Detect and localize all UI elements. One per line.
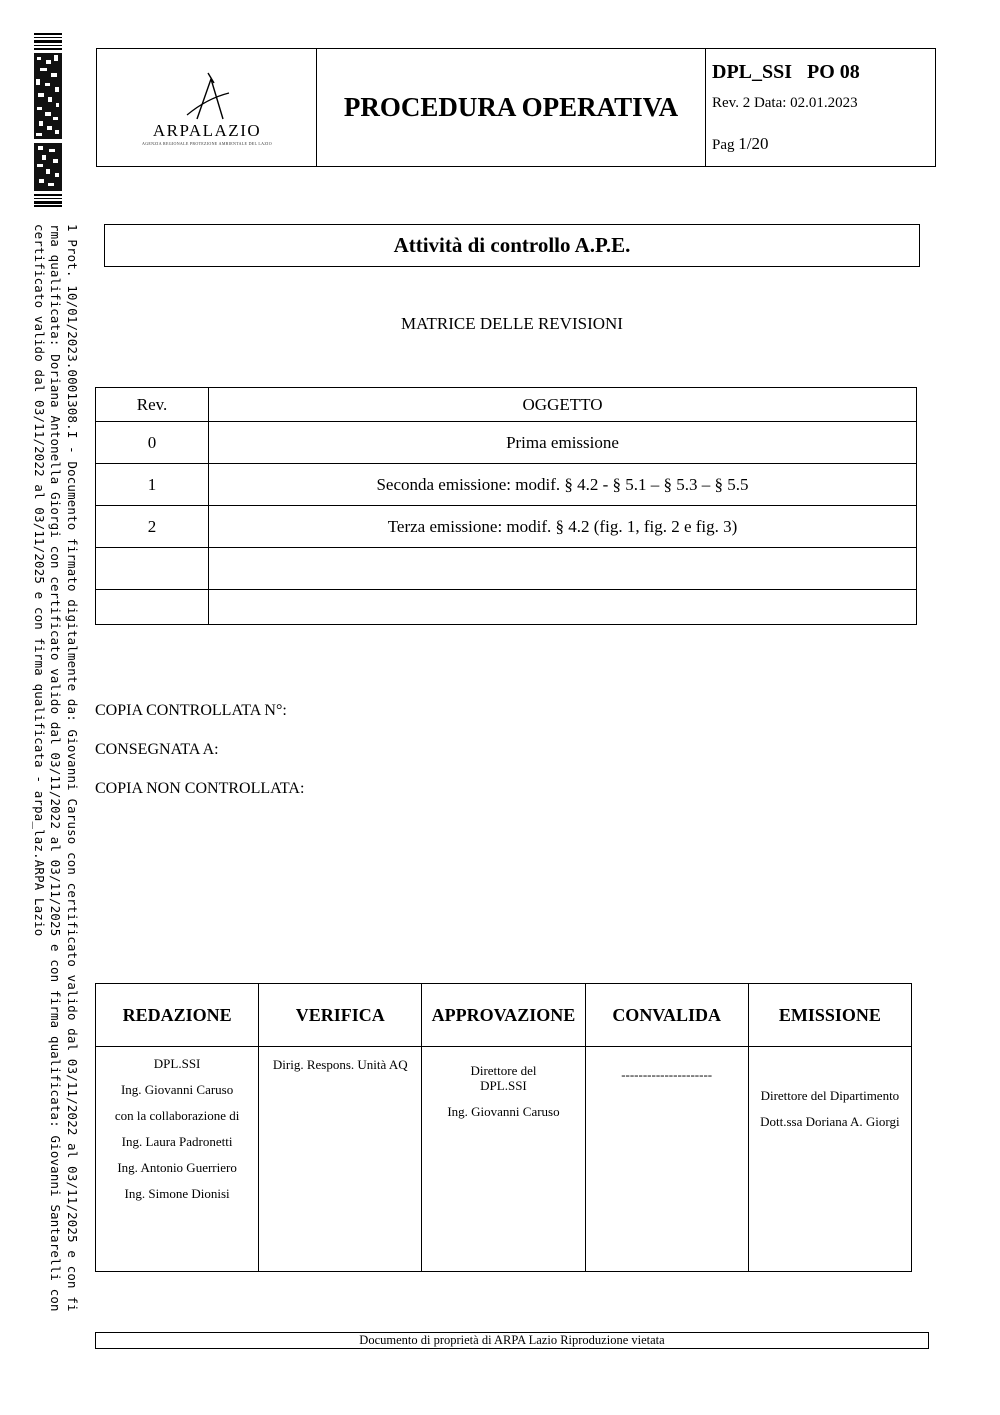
emissione-cell	[748, 1047, 911, 1272]
rev-number	[96, 548, 209, 590]
rev-subject: Prima emissione	[209, 422, 917, 464]
subject-box	[104, 224, 920, 267]
procedure-title-cell	[317, 49, 706, 166]
rev-subject	[209, 548, 917, 590]
rev-subject: Seconda emissione: modif. § 4.2 - § 5.1 – § 5.3 – § 5.5	[209, 464, 917, 506]
page-indicator	[712, 134, 768, 154]
redazione-line: Ing. Simone Dionisi	[124, 1186, 230, 1201]
redazione-line: DPL.SSI	[153, 1056, 201, 1071]
redazione-line: con la collaborazione di	[114, 1108, 240, 1123]
table-header-row	[96, 388, 917, 422]
document-header	[96, 48, 936, 167]
rev-number: 2	[96, 506, 209, 548]
convalida-line: ---------------------	[621, 1067, 713, 1082]
signatures-header-row	[96, 984, 912, 1047]
emissione-line: Direttore del Dipartimento	[760, 1088, 900, 1103]
page-number: 1/20	[738, 134, 769, 153]
verifica-cell	[259, 1047, 422, 1272]
revision-matrix-title: MATRICE DELLE REVISIONI	[401, 314, 623, 333]
rev-subject	[209, 590, 917, 625]
page-label: Pag	[712, 137, 735, 153]
redazione-line: Ing. Giovanni Caruso	[120, 1082, 234, 1097]
delivered-to-label: CONSEGNATA A:	[95, 741, 219, 758]
document-code: DPL_SSI PO 08	[712, 61, 860, 83]
document-code-cell	[706, 49, 935, 166]
emissione-line: Dott.ssa Doriana A. Giorgi	[760, 1114, 900, 1129]
table-row	[96, 590, 917, 625]
table-row	[96, 422, 917, 464]
approvazione-line: Direttore del	[470, 1063, 537, 1078]
column-header-redazione: REDAZIONE	[96, 984, 259, 1047]
signature-stamp-line-1: 1 Prot. 10/01/2023.0001308.I - Documento firmato digitalmente da: Giovanni Caruso con certificato valido dal 03/11/2022 al 03/11/2025 e con fi	[65, 224, 80, 1312]
table-row	[96, 548, 917, 590]
redazione-line: Ing. Antonio Guerriero	[117, 1160, 237, 1175]
signatures-row	[96, 1047, 912, 1272]
logo-tagline: AGENZIA REGIONALE PROTEZIONE AMBIENTALE DEL LAZIO	[142, 141, 272, 146]
rev-subject: Terza emissione: modif. § 4.2 (fig. 1, fig. 2 e fig. 3)	[209, 506, 917, 548]
barcode	[34, 33, 62, 207]
convalida-cell	[585, 1047, 748, 1272]
signatures-table	[95, 983, 912, 1272]
column-header-approvazione: APPROVAZIONE	[422, 984, 585, 1047]
approvazione-line: DPL.SSI	[480, 1078, 527, 1093]
uncontrolled-copy-label: COPIA NON CONTROLLATA:	[95, 780, 305, 797]
logo-cell	[97, 49, 317, 166]
controlled-copy-label: COPIA CONTROLLATA N°:	[95, 702, 287, 719]
procedure-title: PROCEDURA OPERATIVA	[343, 92, 679, 122]
rev-number	[96, 590, 209, 625]
table-row	[96, 464, 917, 506]
redazione-cell	[96, 1047, 259, 1272]
revision-table	[95, 387, 917, 625]
arpalazio-logo-icon	[137, 71, 277, 123]
table-row	[96, 506, 917, 548]
revision-date: Rev. 2 Data: 02.01.2023	[712, 95, 858, 111]
redazione-line: Ing. Laura Padronetti	[121, 1134, 233, 1149]
verifica-line: Dirig. Respons. Unità AQ	[272, 1057, 408, 1072]
logo-name: ARPALAZIO	[152, 121, 262, 140]
column-header-subject: OGGETTO	[209, 388, 917, 422]
rev-number: 1	[96, 464, 209, 506]
signature-stamp-line-2: rma qualificata: Doriana Antonella Giorgi con certificato valido dal 03/11/2022 al 03/11/2025 e con firma qualificata: Giovanni Santarelli con	[48, 224, 63, 1312]
column-header-rev: Rev.	[96, 388, 209, 422]
subject-title: Attività di controllo A.P.E.	[393, 233, 631, 257]
column-header-emissione: EMISSIONE	[748, 984, 911, 1047]
signature-stamp-line-3: certificato valido dal 03/11/2022 al 03/11/2025 e con firma qualificata - arpa_laz.ARPA Lazio	[32, 224, 47, 937]
column-header-convalida: CONVALIDA	[585, 984, 748, 1047]
approvazione-cell	[422, 1047, 585, 1272]
column-header-verifica: VERIFICA	[259, 984, 422, 1047]
rev-number: 0	[96, 422, 209, 464]
footer-notice: Documento di proprietà di ARPA Lazio Riproduzione vietata	[95, 1332, 929, 1349]
approvazione-line: Ing. Giovanni Caruso	[447, 1104, 560, 1119]
